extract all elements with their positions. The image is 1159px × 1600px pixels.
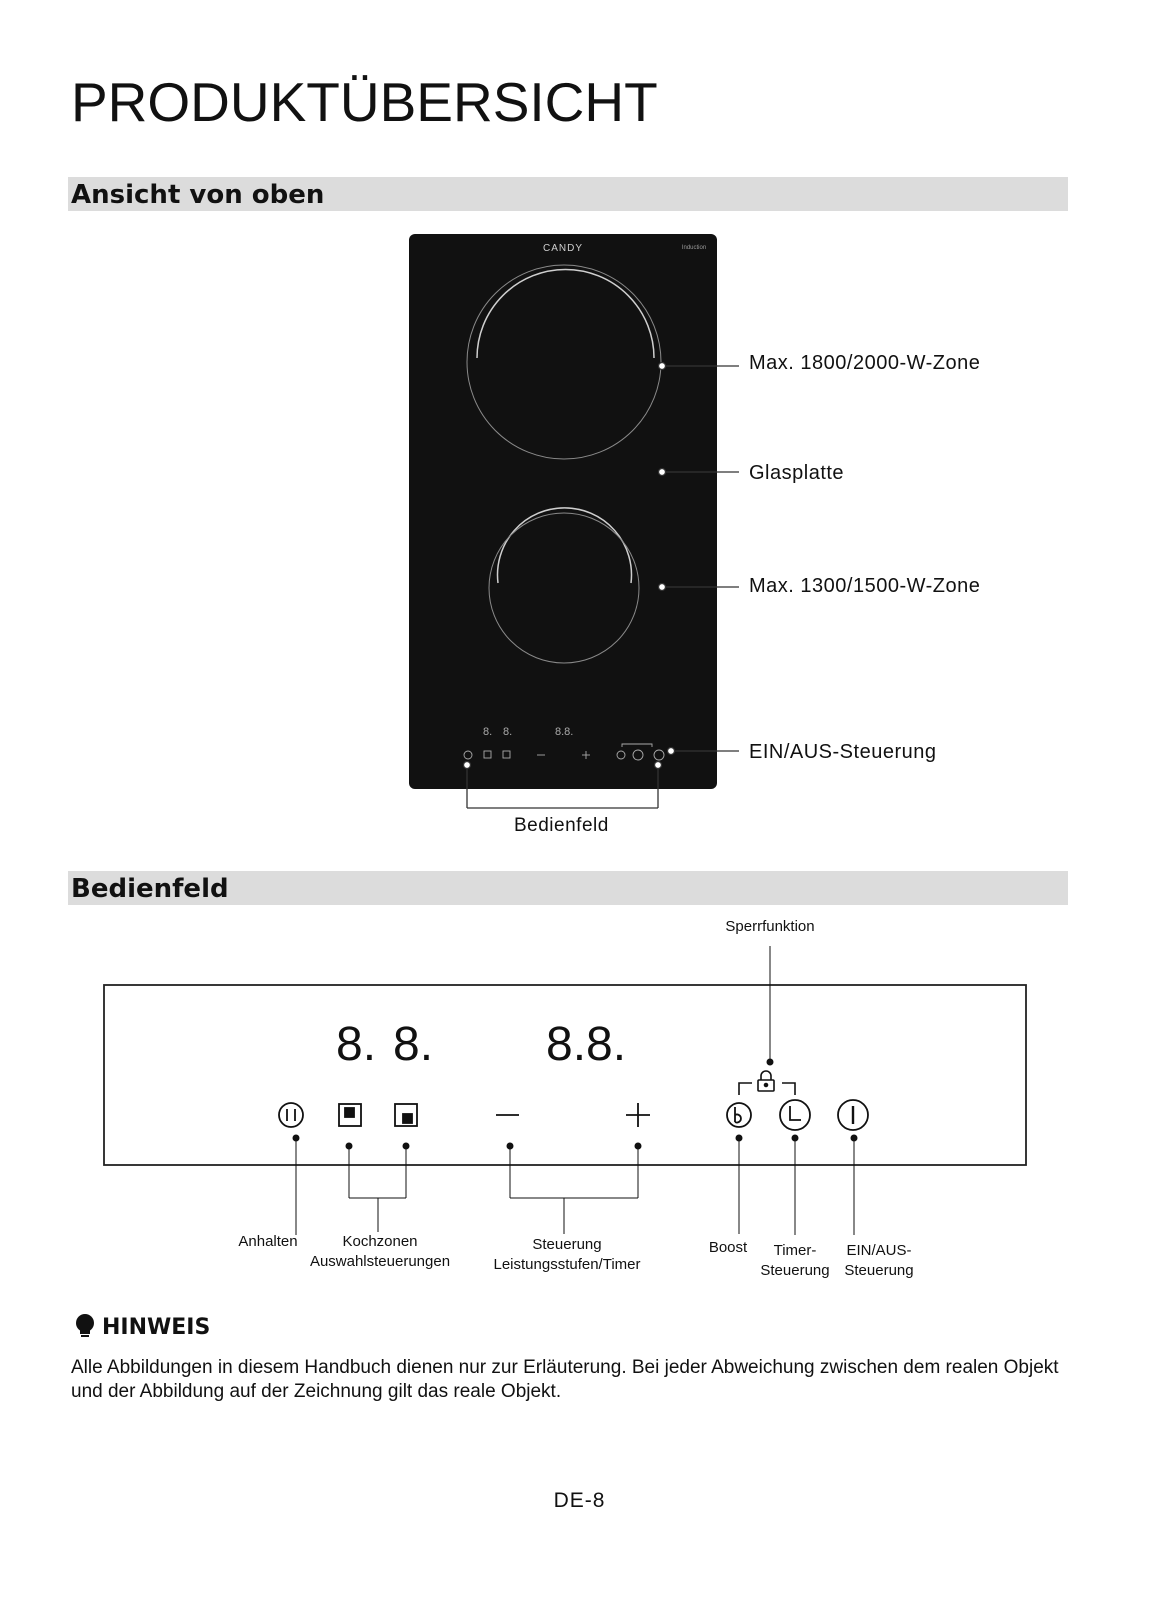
page-number: DE-8: [553, 1489, 606, 1512]
label-pause: Anhalten: [238, 1233, 298, 1250]
svg-text:8.: 8.: [503, 726, 513, 738]
plus-icon: [626, 1103, 650, 1127]
brand-logo: CANDY: [542, 243, 584, 254]
label-level-line2: Leistungsstufen/Timer: [493, 1256, 641, 1273]
svg-text:8.8.: 8.8.: [555, 726, 574, 738]
display-power-level: 8.8.: [546, 1018, 627, 1071]
zone-front-icon: [339, 1104, 361, 1126]
page-title: PRODUKTÜBERSICHT: [71, 71, 658, 133]
callout-on-off: EIN/AUS-Steuerung: [749, 741, 937, 763]
induction-badge: Induction: [681, 245, 707, 251]
callout-large-zone: Max. 1800/2000-W-Zone: [749, 352, 981, 374]
callout-small-zone: Max. 1300/1500-W-Zone: [749, 575, 981, 597]
display-zone-1: 8.: [336, 1018, 377, 1071]
control-panel-frame: [104, 985, 1026, 1165]
label-boost: Boost: [708, 1239, 748, 1256]
label-onoff-line1: EIN/AUS-: [846, 1242, 912, 1259]
timer-icon: [780, 1100, 810, 1130]
section-title: Ansicht von oben: [71, 180, 325, 210]
label-lock: Sperrfunktion: [725, 918, 815, 935]
note-text: Alle Abbildungen in diesem Handbuch dienen nur zur Erläuterung. Bei jeder Abweichung zwischen dem realen Objekt und der Abbildung auf der Zeichnung gilt das reale Objekt.: [71, 1357, 1059, 1402]
lightbulb-icon: [74, 1314, 96, 1338]
lock-icon: [739, 1071, 795, 1095]
label-onoff-line2: Steuerung: [844, 1262, 914, 1279]
note-heading-text: HINWEIS: [102, 1315, 211, 1340]
callout-glass-plate: Glasplatte: [749, 462, 845, 484]
zone-rear-icon: [395, 1104, 417, 1126]
pause-icon: [279, 1103, 303, 1127]
hob-glass-body: [409, 234, 717, 789]
display-zone-2: 8.: [393, 1018, 434, 1071]
label-timer-line1: Timer-: [773, 1242, 817, 1259]
label-zones-line1: Kochzonen: [342, 1233, 418, 1250]
label-level-line1: Steuerung: [532, 1236, 602, 1253]
section-title: Bedienfeld: [71, 874, 229, 904]
power-icon: [838, 1100, 868, 1130]
callout-control-panel: Bedienfeld: [514, 815, 609, 836]
note-heading: [74, 1314, 210, 1340]
label-zones-line2: Auswahlsteuerungen: [309, 1253, 451, 1270]
svg-text:8.: 8.: [483, 726, 493, 738]
label-timer-line2: Steuerung: [760, 1262, 830, 1279]
boost-icon: [727, 1103, 751, 1127]
